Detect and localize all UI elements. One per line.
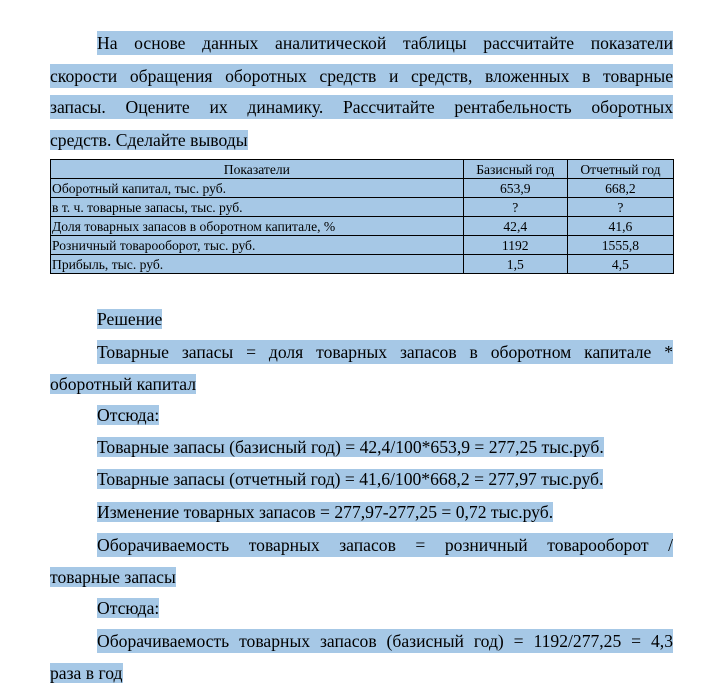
formula-2-line-1: Оборачиваемость товарных запасов = розничный товарооборот /	[97, 535, 673, 555]
table-row	[51, 198, 674, 217]
row-report-value: 1555,8	[567, 236, 673, 255]
intro-line-2: скорости обращения оборотных средств и средств, вложенных в товарные	[50, 66, 673, 86]
header-indicators: Показатели	[51, 160, 464, 179]
row-report-value: 668,2	[567, 179, 673, 198]
row-base-value: 42,4	[463, 217, 567, 236]
row-label: Оборотный капитал, тыс. руб.	[51, 179, 464, 198]
calc-change: Изменение товарных запасов = 277,97-277,25 = 0,72 тыс.руб.	[97, 502, 554, 522]
header-base-year: Базисный год	[463, 160, 567, 179]
intro-line-3: запасы. Оцените их динамику. Рассчитайте рентабельность оборотных	[50, 97, 673, 117]
row-base-value: ?	[463, 198, 567, 217]
formula-1-line-2: оборотный капитал	[50, 374, 196, 394]
hence-2: Отсюда:	[97, 598, 160, 618]
row-label: Доля товарных запасов в оборотном капитале, %	[51, 217, 464, 236]
turnover-line-2: раза в год	[50, 663, 123, 683]
row-report-value: ?	[567, 198, 673, 217]
analytics-table	[50, 159, 674, 274]
row-base-value: 653,9	[463, 179, 567, 198]
row-label: Розничный товарооборот, тыс. руб.	[51, 236, 464, 255]
intro-line-1: На основе данных аналитической таблицы рассчитайте показатели	[97, 33, 673, 53]
table-header-row	[51, 160, 674, 179]
row-base-value: 1192	[463, 236, 567, 255]
solution-heading: Решение	[97, 309, 163, 329]
table-row	[51, 217, 674, 236]
table-row	[51, 236, 674, 255]
formula-2-line-2: товарные запасы	[50, 567, 176, 587]
turnover-line-1: Оборачиваемость товарных запасов (базисный год) = 1192/277,25 = 4,3	[97, 631, 673, 651]
header-report-year: Отчетный год	[567, 160, 673, 179]
table-row	[51, 255, 674, 274]
row-report-value: 4,5	[567, 255, 673, 274]
row-label: Прибыль, тыс. руб.	[51, 255, 464, 274]
calc-base-year: Товарные запасы (базисный год) = 42,4/100*653,9 = 277,25 тыс.руб.	[97, 437, 604, 457]
table-row	[51, 179, 674, 198]
row-report-value: 41,6	[567, 217, 673, 236]
row-base-value: 1,5	[463, 255, 567, 274]
intro-line-4: средств. Сделайте выводы	[50, 130, 248, 150]
calc-report-year: Товарные запасы (отчетный год) = 41,6/100*668,2 = 277,97 тыс.руб.	[97, 469, 604, 489]
formula-1-line-1: Товарные запасы = доля товарных запасов в оборотном капитале *	[97, 342, 673, 362]
hence-1: Отсюда:	[97, 405, 160, 425]
row-label: в т. ч. товарные запасы, тыс. руб.	[51, 198, 464, 217]
